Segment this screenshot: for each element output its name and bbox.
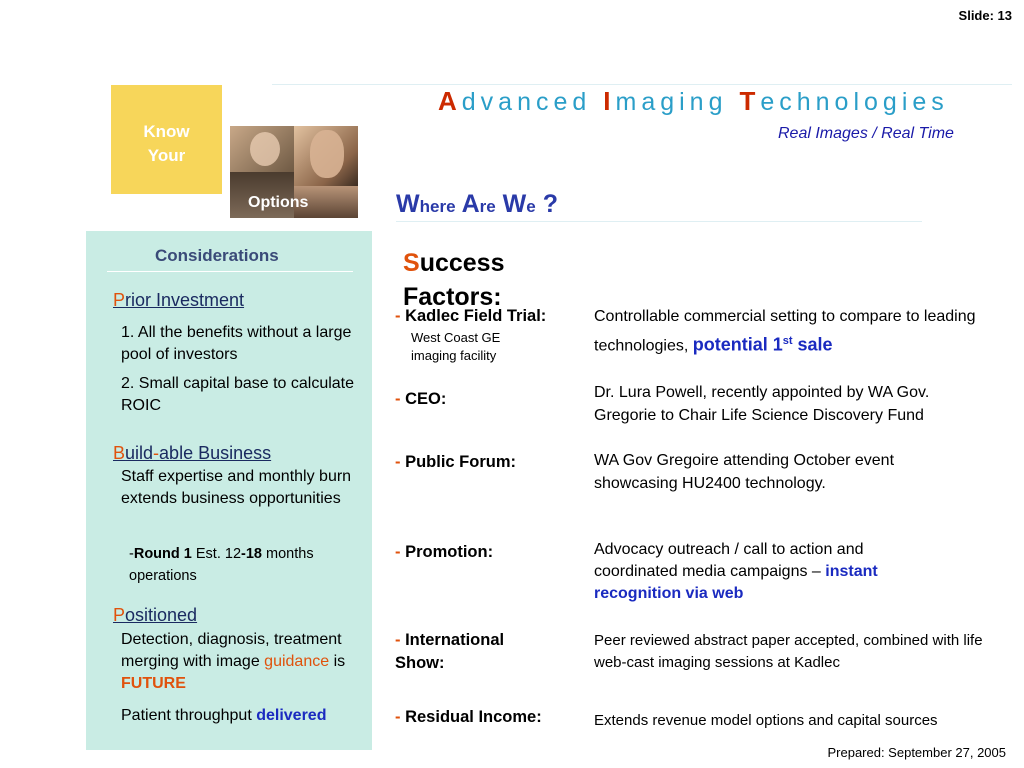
factor-dash: - [395,543,401,561]
where-cap: W [502,190,527,218]
face-image [310,130,344,178]
header-divider [272,84,1012,85]
factor-label-text: International Show: [395,631,505,672]
factor-desc: WA Gov Gregoire attending October event showcasing HU2400 technology. [594,452,895,492]
factor-desc: Extends revenue model options and capital sources [594,712,938,729]
title-cap: T [739,86,761,116]
considerations-divider [107,271,353,272]
factor-label [395,451,516,474]
factor-highlight: sale [792,334,833,355]
where-cap: A [461,190,480,218]
options-label: Options [248,194,309,211]
where-rest: re [479,197,496,216]
success-cap: S [403,249,420,277]
round-text [129,543,359,587]
where-cap: W [396,190,420,218]
heading-cap: P [113,605,126,625]
heading-cap: B [113,443,126,463]
factor-label [395,305,546,328]
options-photo [230,126,358,218]
heading-rest: ositioned [125,605,198,625]
success-line2: Factors: [403,283,502,311]
slide-number: Slide: 13 [958,8,1012,23]
throughput-text [121,705,326,727]
factor-label [395,388,446,411]
factor-desc [594,539,944,605]
buildable-text: Staff expertise and monthly burn extends business opportunities [121,468,352,507]
future-word: FUTURE [121,675,186,692]
where-rest: e [526,197,536,216]
where-question: ? [542,190,558,218]
factor-label-text: CEO: [405,390,447,408]
where-are-we-heading [396,190,558,219]
prior-item: 1. All the benefits without a large pool of investors [121,324,352,363]
title-cap: I [603,86,616,116]
know-box-line1: Know [143,122,190,141]
factor-dash: - [395,453,401,471]
heading-rest: uild [125,443,154,463]
factor-desc [594,304,994,358]
factor-label [395,541,493,564]
factor-desc: Peer reviewed abstract paper accepted, combined with life web-cast imaging sessions at Kadlec [594,632,983,671]
heading-divider [396,221,922,222]
considerations-heading: Considerations [155,246,279,265]
factor-highlight: instant recognition via web [594,563,878,602]
guidance-word: guidance [264,653,330,670]
round-prefix: - [129,546,134,562]
title-word: echnologies [760,88,949,116]
factor-dash: - [395,708,401,726]
factor-desc-text: Controllable commercial setting to compare to leading technologies, [594,308,976,355]
where-rest: here [419,197,456,216]
heading-rest: able Business [159,443,272,463]
buildable-business-heading [113,443,271,464]
round-label: Round 1 [133,546,192,562]
throughput-label: Patient throughput [121,707,257,724]
success-rest: uccess [419,249,505,277]
prior-investment-heading [113,290,244,311]
is-word: is [329,653,346,670]
success-factors-heading [403,246,504,314]
title-cap: A [438,86,462,116]
positioned-text [121,629,361,695]
title-word: maging [615,88,728,116]
heading-cap: P [113,290,126,310]
company-title [438,86,949,117]
know-box-line2: Your [147,146,186,165]
heading-dash: - [153,443,160,463]
factor-dash: - [395,390,401,408]
title-word: dvanced [461,88,592,116]
round-suffix: months operations [129,546,314,584]
factor-dash: - [395,307,401,325]
factor-desc: Dr. Lura Powell, recently appointed by WA Gov. Gregorie to Chair Life Science Discovery Fund [594,384,930,424]
factor-label-text: Promotion: [405,543,494,561]
factor-superscript: st [782,335,793,347]
factor-label-text: Residual Income: [405,708,542,726]
know-your-box [111,85,222,194]
prepared-date: Prepared: September 27, 2005 [827,745,1006,760]
factor-label-text: Kadlec Field Trial: [405,307,547,325]
delivered-word: delivered [256,707,327,724]
positioned-text-a: Detection, diagnosis, treatment merging with image [121,631,342,670]
round-mid: Est. 12 [191,546,242,562]
heading-rest: rior Investment [125,290,245,310]
positioned-heading [113,605,197,626]
factor-label [395,629,555,675]
subtitle: Real Images / Real Time [778,125,954,142]
factor-desc-text: Advocacy outreach / call to action and coordinated media campaigns – [594,541,864,580]
factor-dash: - [395,631,401,649]
face-image [250,132,280,166]
factor-highlight: potential 1 [692,334,783,355]
factor-label [395,706,555,729]
round-range: -18 [241,546,262,562]
factor-label-text: Public Forum: [405,453,517,471]
prior-item: 2. Small capital base to calculate ROIC [121,375,355,414]
factor-note: West Coast GE imaging facility [411,330,501,363]
